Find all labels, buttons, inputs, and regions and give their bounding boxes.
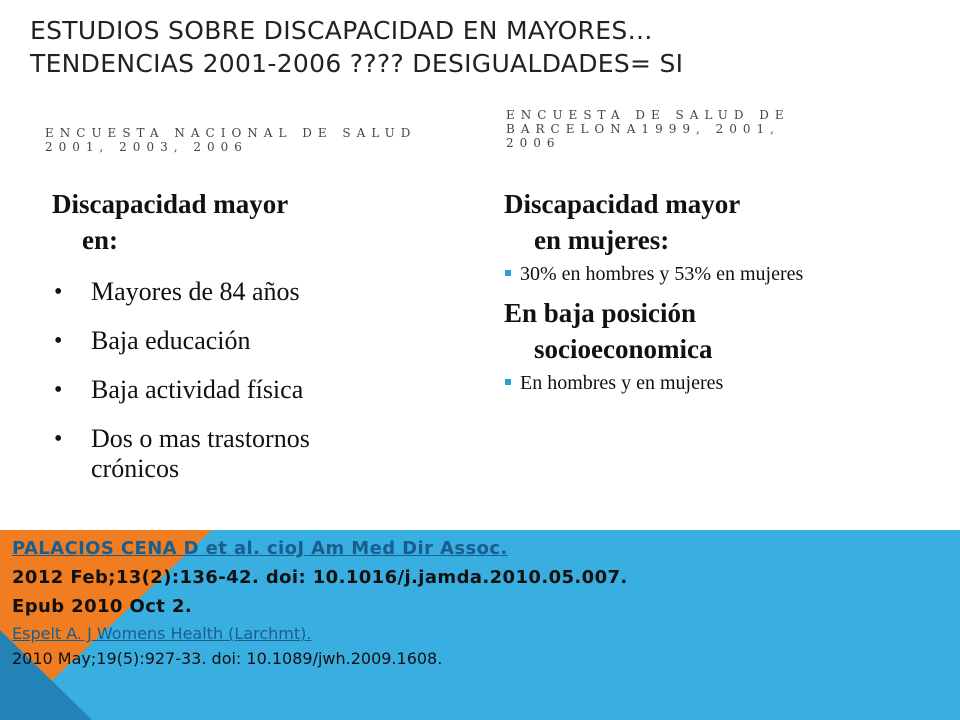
reference-1-citation: 2012 Feb;13(2):136-42. doi: 10.1016/j.jamda.2010.05.007. [12, 567, 628, 588]
right-subtitle-line-2: BARCELONA1999, 2001, [506, 122, 780, 136]
right-subtitle-line-3: 2006 [506, 136, 561, 150]
list-item-text: Mayores de 84 años [91, 277, 300, 306]
title-line-1: ESTUDIOS SOBRE DISCAPACIDAD EN MAYORES… [30, 16, 653, 45]
left-subtitle-line-2: 2001, 2003, 2006 [45, 140, 248, 154]
list-item-text: Baja actividad física [91, 375, 304, 404]
bullet-icon: • [54, 328, 63, 354]
slide-title [30, 14, 930, 80]
right-subtitle-line-1: ENCUESTA DE SALUD DE [506, 108, 790, 122]
list-item-text: 30% en hombres y 53% en mujeres [520, 263, 804, 285]
bullet-icon: • [54, 426, 63, 452]
left-column [52, 186, 412, 484]
right-heading-2-line-2: socioeconomica [534, 334, 713, 364]
right-heading-1-line-2: en mujeres: [534, 225, 670, 255]
right-list-1 [504, 262, 834, 287]
list-item [52, 326, 412, 356]
right-heading-1-line-1: Discapacidad mayor [504, 189, 741, 219]
right-heading-1 [504, 186, 834, 258]
list-item-text: Dos o mas trastornos crónicos [91, 424, 310, 483]
right-subtitle [506, 108, 790, 150]
list-item [504, 262, 820, 287]
reference-1-link[interactable]: PALACIOS CENA D et al. cioJ Am Med Dir Assoc. [12, 538, 508, 559]
right-list-2 [504, 371, 834, 396]
title-line-2: TENDENCIAS 2001-2006 ???? DESIGUALDADES= SI [30, 49, 684, 78]
bullet-icon: • [54, 377, 63, 403]
left-heading-line-1: Discapacidad mayor [52, 189, 289, 219]
reference-2-link[interactable]: Espelt A. J Womens Health (Larchmt). [12, 624, 312, 643]
left-bullet-list [52, 277, 412, 484]
list-item [504, 371, 834, 396]
list-item-text: En hombres y en mujeres [520, 372, 724, 394]
list-item [52, 375, 412, 405]
references [12, 534, 952, 671]
left-subtitle-line-1: ENCUESTA NACIONAL DE SALUD [45, 126, 417, 140]
square-bullet-icon [505, 270, 511, 276]
left-heading-line-2: en: [82, 225, 118, 255]
left-heading [52, 186, 412, 258]
right-heading-2 [504, 295, 834, 367]
reference-2-citation: 2010 May;19(5):927-33. doi: 10.1089/jwh.2009.1608. [12, 649, 443, 668]
bullet-icon: • [54, 279, 63, 305]
list-item-text: Baja educación [91, 326, 251, 355]
list-item [52, 424, 391, 484]
list-item [52, 277, 412, 307]
right-heading-2-line-1: En baja posición [504, 298, 697, 328]
left-subtitle [45, 126, 416, 154]
right-column [504, 186, 834, 396]
reference-1-epub: Epub 2010 Oct 2. [12, 596, 193, 617]
square-bullet-icon [505, 379, 511, 385]
